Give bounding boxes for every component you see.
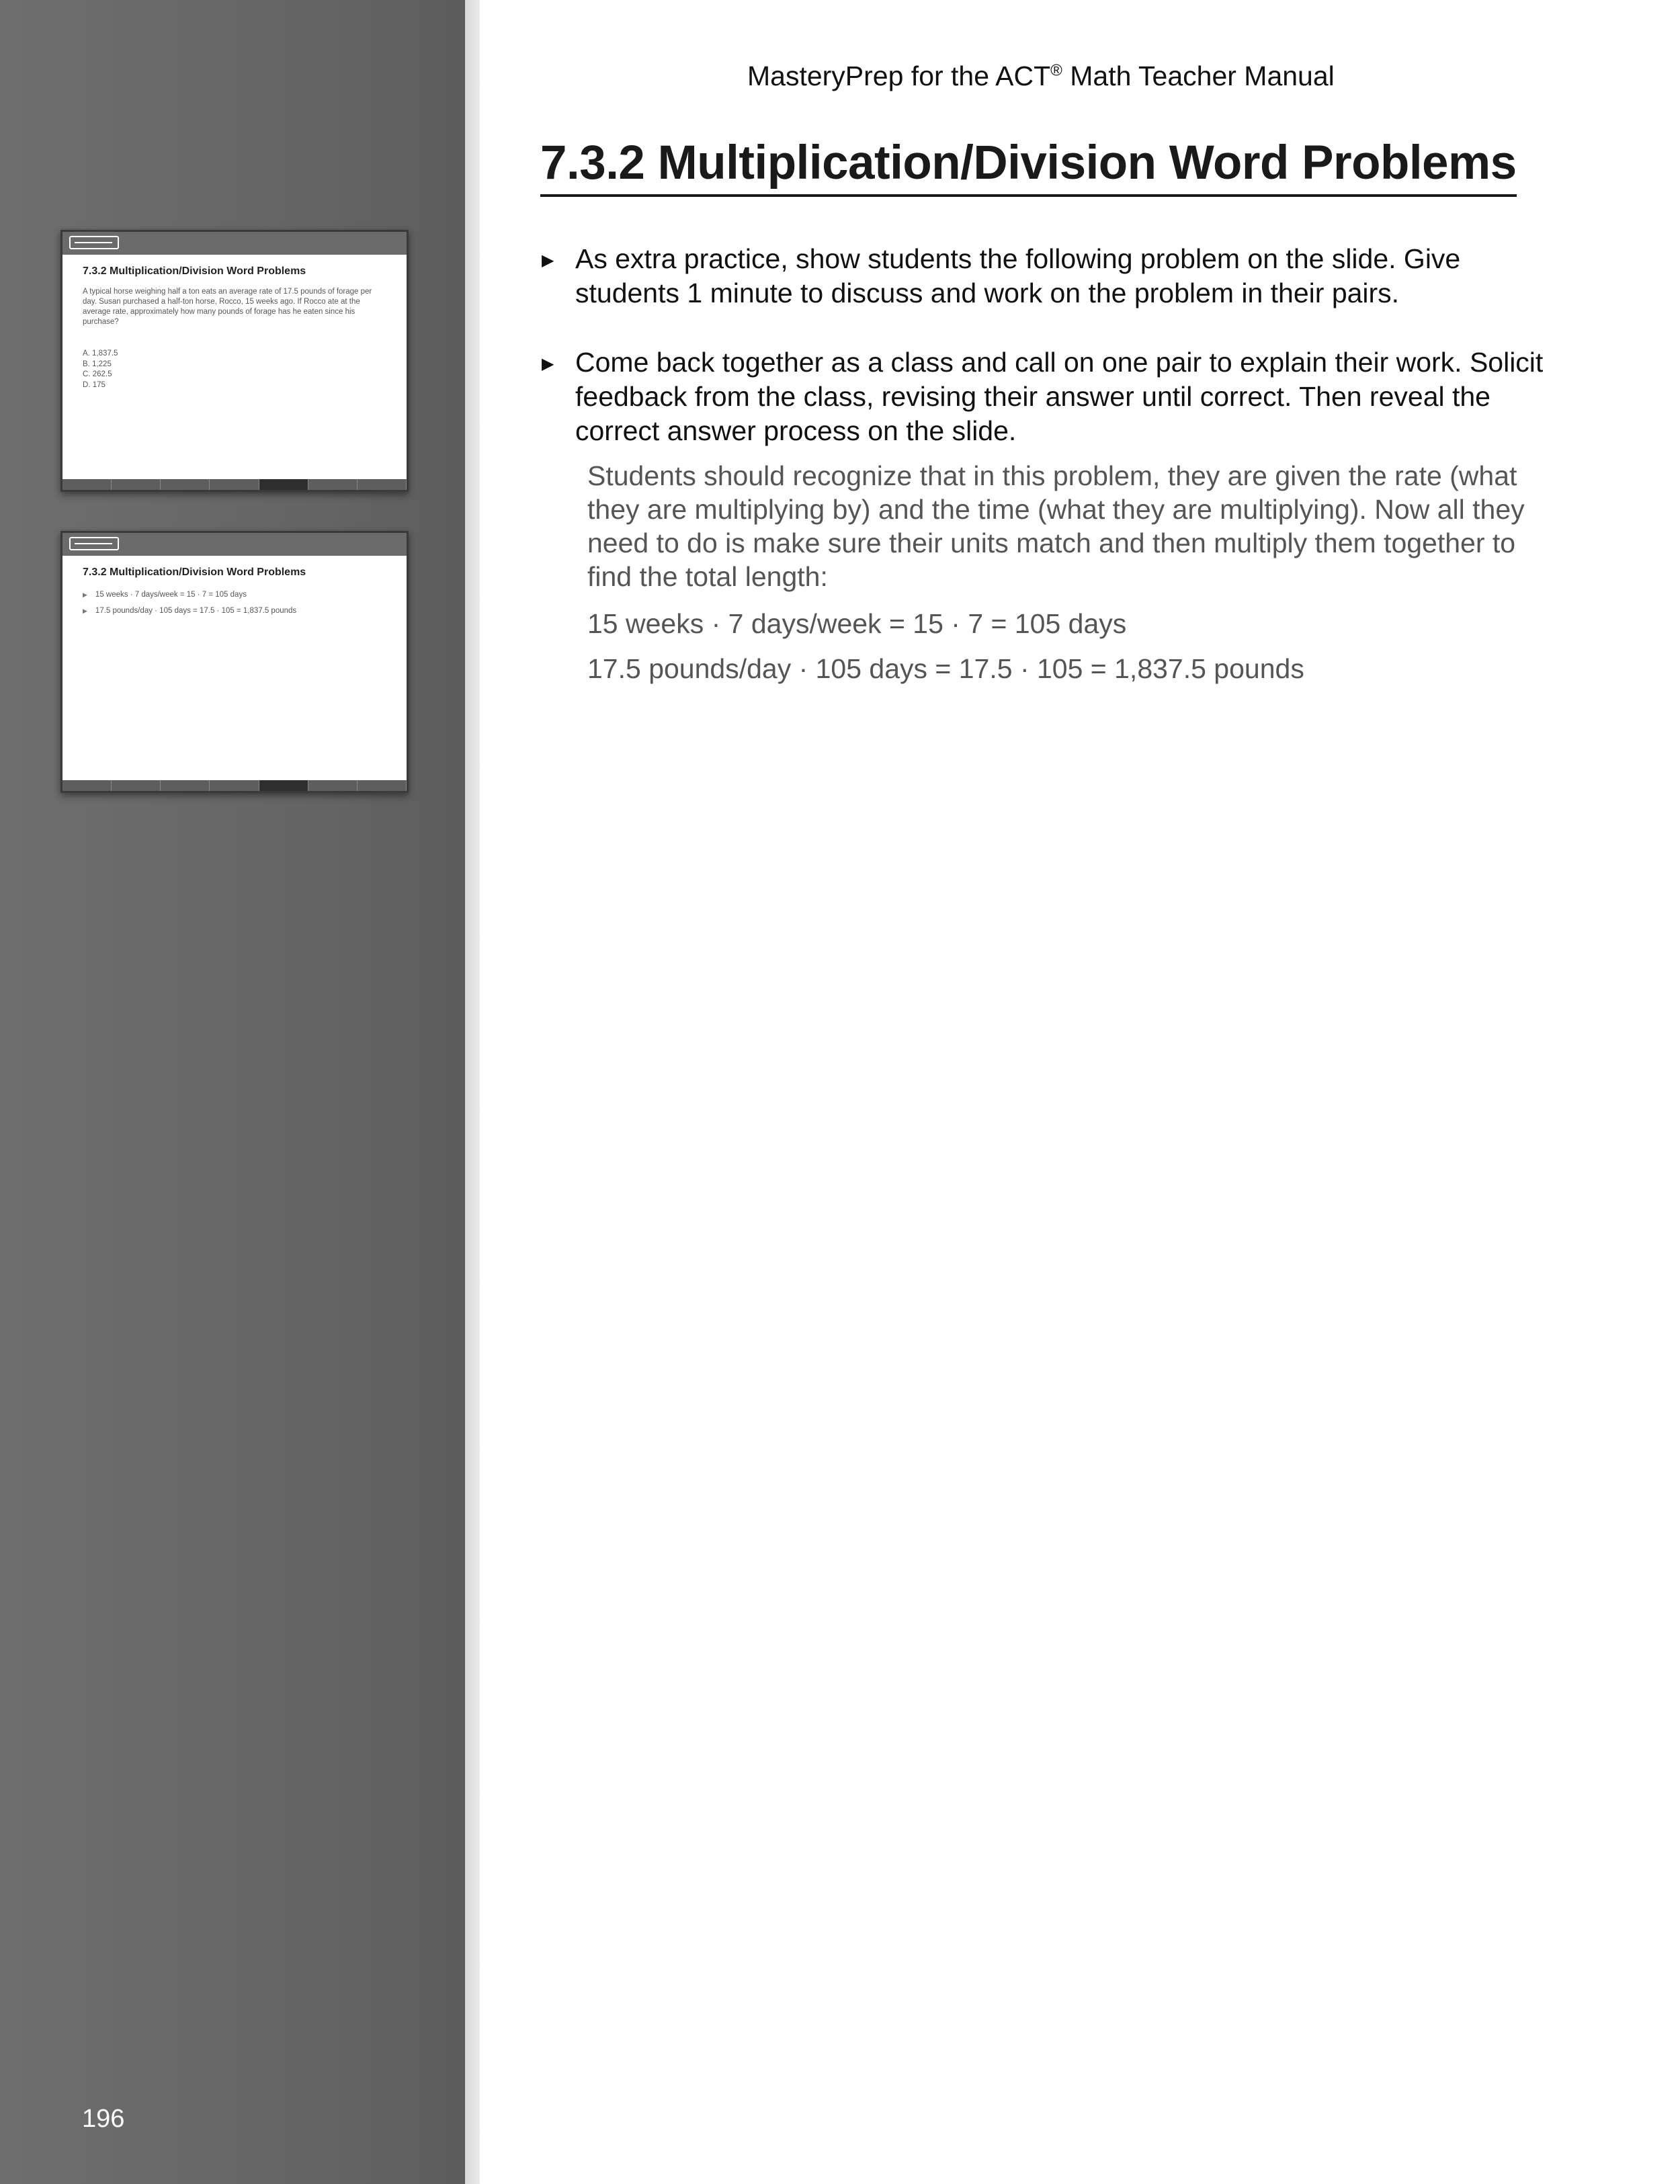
footer-segment	[210, 780, 259, 791]
slide-bullet-text: 15 weeks · 7 days/week = 15 · 7 = 105 days	[95, 591, 247, 599]
masteryprep-logo	[69, 236, 119, 249]
slide-bullet	[83, 603, 296, 619]
slide-thumbnail-solution	[60, 531, 409, 793]
slide-title: 7.3.2 Multiplication/Division Word Problems	[83, 265, 306, 277]
choice-b: B. 1,225	[83, 360, 112, 368]
registered-mark: ®	[1050, 61, 1062, 80]
slide-title: 7.3.2 Multiplication/Division Word Problems	[83, 566, 306, 578]
running-head-tail: Math Teacher Manual	[1062, 60, 1335, 91]
running-head-title: MasteryPrep for the ACT	[747, 60, 1051, 91]
slide-footer-nav	[62, 479, 407, 490]
slide-bullet	[83, 587, 296, 603]
footer-segment	[112, 479, 161, 490]
section-title: 7.3.2 Multiplication/Division Word Problems	[540, 136, 1517, 197]
instruction-text: As extra practice, show students the following problem on the slide. Give students 1 minute to discuss and work on the problem in their pairs.	[575, 243, 1461, 308]
page-number: 196	[82, 2105, 125, 2133]
slide-answer-choices	[83, 349, 118, 390]
footer-segment	[358, 479, 407, 490]
slide-header	[62, 232, 407, 255]
explanation-paragraph: Students should recognize that in this problem, they are given the rate (what they are multiplying by) and the time (what they are multiplying). Now all they need to do is make sure their units match and then multiply them together to find the total length:	[587, 460, 1525, 592]
triangle-bullet-icon: ▶	[83, 607, 87, 614]
footer-segment	[161, 479, 210, 490]
footer-segment-active	[259, 479, 308, 490]
running-head	[747, 60, 1335, 92]
choice-a: A. 1,837.5	[83, 349, 118, 358]
footer-segment	[308, 479, 358, 490]
footer-segment	[62, 780, 112, 791]
footer-segment	[210, 479, 259, 490]
footer-segment	[161, 780, 210, 791]
equation-line: 17.5 pounds/day · 105 days = 17.5 · 105 = 1,837.5 pounds	[587, 653, 1304, 684]
slide-header	[62, 533, 407, 556]
slide-footer-nav	[62, 780, 407, 791]
masteryprep-logo	[69, 537, 119, 550]
footer-segment	[112, 780, 161, 791]
triangle-bullet-icon: ▶	[542, 251, 554, 269]
triangle-bullet-icon: ▶	[542, 355, 554, 373]
sidebar-edge	[465, 0, 480, 2184]
footer-segment	[358, 780, 407, 791]
footer-segment	[62, 479, 112, 490]
slide-thumbnail-problem	[60, 230, 409, 492]
instruction-bullet	[542, 242, 1550, 310]
slide-question: A typical horse weighing half a ton eats an average rate of 17.5 pounds of forage per day. Susan purchased a half-ton horse, Rocco, 15 weeks ago. If Rocco ate at the average rate, approximately how many pounds of forage has he eaten since his purchase?	[83, 288, 372, 326]
instruction-bullet	[542, 345, 1550, 448]
slide-solution-bullets	[83, 587, 296, 619]
slide-bullet-text: 17.5 pounds/day · 105 days = 17.5 · 105 = 1,837.5 pounds	[95, 607, 297, 615]
footer-segment-active	[259, 780, 308, 791]
choice-c: C. 262.5	[83, 370, 112, 378]
instruction-text: Come back together as a class and call on one pair to explain their work. Solicit feedback from the class, revising their answer until correct. Then reveal the correct answer process on the slide.	[575, 347, 1544, 446]
triangle-bullet-icon: ▶	[83, 591, 87, 598]
equation-line: 15 weeks · 7 days/week = 15 · 7 = 105 days	[587, 608, 1127, 639]
choice-d: D. 175	[83, 380, 106, 389]
footer-segment	[308, 780, 358, 791]
